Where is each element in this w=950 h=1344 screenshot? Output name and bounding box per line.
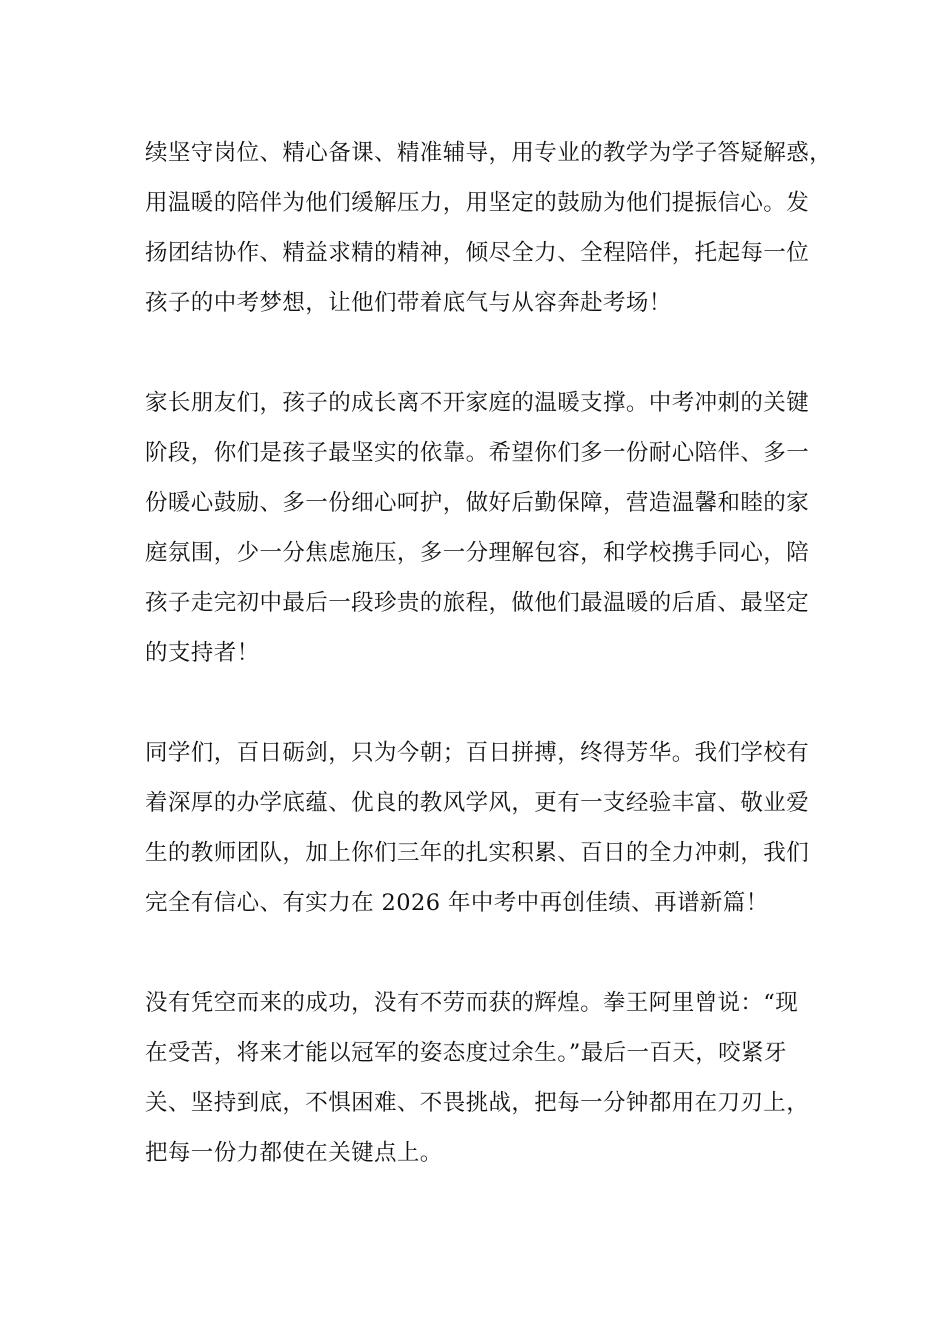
text-line: 庭氛围，少一分焦虑施压，多一分理解包容，和学校携手同心，陪	[145, 540, 810, 566]
text-line: 份暖心鼓励、多一份细心呵护，做好后勤保障，营造温馨和睦的家	[145, 490, 810, 516]
text-line: 关、坚持到底，不惧困难、不畏挑战，把每一分钟都用在刀刃上，	[145, 1090, 810, 1116]
text-line: 在受苦，将来才能以冠军的姿态度过余生。”最后一百天，咬紧牙	[145, 1040, 787, 1066]
text-line: 生的教师团队，加上你们三年的扎实积累、百日的全力冲刺，我们	[145, 840, 810, 866]
text-line: 着深厚的办学底蕴、优良的教风学风，更有一支经验丰富、敬业爱	[145, 790, 810, 816]
paragraph-students	[145, 728, 810, 928]
text-line: 把每一份力都使在关键点上。	[145, 1140, 443, 1166]
paragraph-teachers-commitment	[145, 128, 833, 328]
text-line: 扬团结协作、精益求精的精神，倾尽全力、全程陪伴，托起每一位	[145, 240, 810, 266]
text-line: 家长朋友们，孩子的成长离不开家庭的温暖支撑。中考冲刺的关键	[145, 390, 810, 416]
text-line: 没有凭空而来的成功，没有不劳而获的辉煌。拳王阿里曾说：“现	[145, 990, 799, 1016]
text-line: 完全有信心、有实力在 2026 年中考中再创佳绩、再谱新篇！	[145, 890, 769, 916]
text-line: 孩子走完初中最后一段珍贵的旅程，做他们最温暖的后盾、最坚定	[145, 590, 810, 616]
document-body	[145, 128, 833, 1178]
text-line: 的支持者！	[145, 640, 260, 666]
text-line: 孩子的中考梦想，让他们带着底气与从容奔赴考场！	[145, 290, 672, 316]
text-line: 同学们，百日砺剑，只为今朝；百日拼搏，终得芳华。我们学校有	[145, 740, 810, 766]
text-line: 续坚守岗位、精心备课、精准辅导，用专业的教学为学子答疑解惑，	[145, 140, 833, 166]
paragraph-closing	[145, 978, 810, 1178]
text-line: 阶段，你们是孩子最坚实的依靠。希望你们多一份耐心陪伴、多一	[145, 440, 810, 466]
paragraph-parents	[145, 378, 810, 678]
text-line: 用温暖的陪伴为他们缓解压力，用坚定的鼓励为他们提振信心。发	[145, 190, 810, 216]
